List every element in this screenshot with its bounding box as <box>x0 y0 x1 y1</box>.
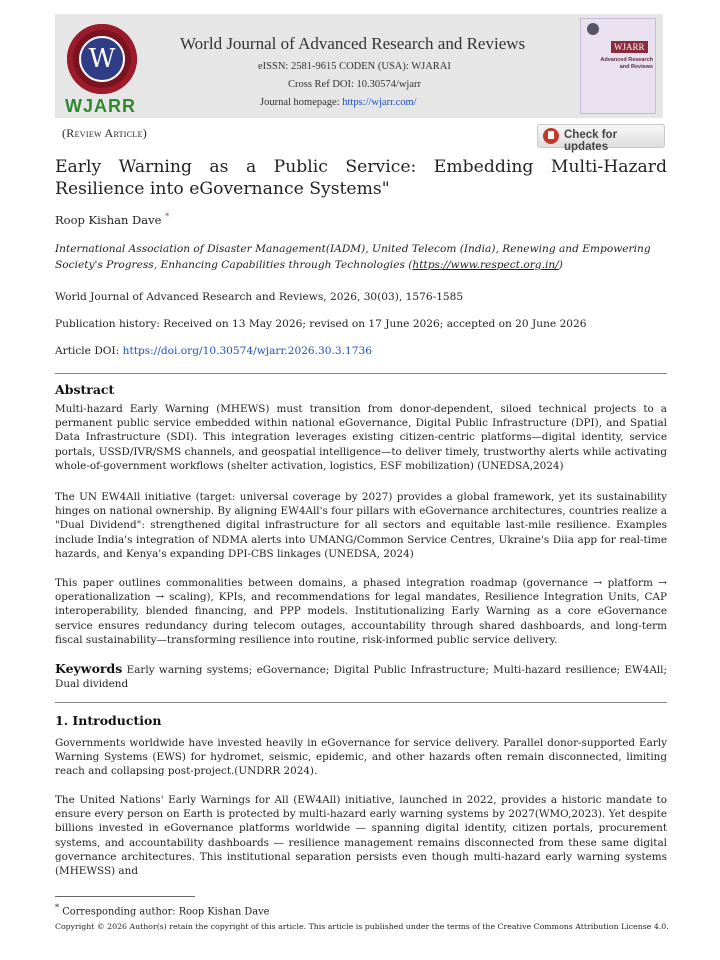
divider <box>55 373 667 374</box>
affiliation <box>55 241 667 273</box>
introduction-heading: 1. Introduction <box>55 713 162 728</box>
journal-title: World Journal of Advanced Research and Reviews <box>180 34 526 53</box>
article-doi <box>55 345 372 357</box>
article-type: (Review Article) <box>62 126 148 140</box>
abstract-paragraph-3: This paper outlines commonalities between domains, a phased integration roadmap (governance → platform → operationalization → scaling), KPIs, and recommendations for legal mandates, Resilience Integration Units, CAP interoperability, blended financing, and PPP models. Institutionalizing Early Warning as a core eGovernance service ensures redundancy during telecom outages, accountability through shared dashboards, and long-term fiscal sustainability—transforming resilience into routine, risk-informed public service delivery. <box>55 577 667 646</box>
journal-header <box>55 14 663 118</box>
crossmark-icon <box>543 128 559 144</box>
keywords <box>55 662 667 691</box>
journal-crossref: Cross Ref DOI: 10.30574/wjarr <box>288 79 421 90</box>
journal-cover-thumbnail <box>580 18 656 114</box>
footnote-mark: * <box>55 902 60 912</box>
check-updates-label: Check for updates <box>564 129 618 153</box>
journal-homepage <box>260 97 417 108</box>
keywords-text: Early warning systems; eGovernance; Digital Public Infrastructure; Multi-hazard resilience; EW4All; Dual dividend <box>55 664 667 691</box>
author-mark: * <box>165 212 170 221</box>
author <box>55 212 169 227</box>
article-title: Early Warning as a Public Service: Embedding Multi-Hazard Resilience into eGovernance Systems" <box>55 157 667 199</box>
divider <box>55 702 667 703</box>
footnote-divider <box>55 896 195 897</box>
publication-history: Publication history: Received on 13 May 2026; revised on 17 June 2026; accepted on 20 June 2026 <box>55 318 587 330</box>
doi-label: Article DOI: <box>55 345 123 357</box>
cover-badge-icon <box>587 23 599 35</box>
corresponding-author-footnote <box>55 902 269 917</box>
affiliation-text: International Association of Disaster Management(IADM), United Telecom (India), Renewing and Empowering Society's Progress, Enhancing Capabilities through Technologies ( <box>55 243 651 271</box>
affiliation-link[interactable]: https://www.respect.org.in/ <box>412 259 559 271</box>
copyright-notice: Copyright © 2026 Author(s) retain the copyright of this article. This article is published under the terms of the Creative Commons Attribution License 4.0. <box>55 922 669 931</box>
keywords-label: Keywords <box>55 661 123 676</box>
abstract-paragraph-1: Multi-hazard Early Warning (MHEWS) must transition from donor-dependent, siloed technical projects to a permanent public service embedded within national eGovernance, Digital Public Infrastructure (DPI), and Spatial Data Infrastructure (SDI). This integration leverages existing citizen-centric platforms—digital identity, service portals, USSD/IVR/SMS channels, and geospatial intelligence—to deliver timely, trustworthy alerts while activating whole-of-government workflows (shelter activation, logistics, ESF mobilization) (UNEDSA,2024) <box>55 403 667 472</box>
cover-text: Advanced Research and Reviews <box>600 57 653 70</box>
introduction-paragraph-2: The United Nations' Early Warnings for All (EW4All) initiative, launched in 2022, provides a historic mandate to ensure every person on Earth is protected by multi-hazard early warning systems by 2027(WMO,2023). Yet despite billions invested in eGovernance platforms worldwide — spanning digital identity, citizen portals, procurement systems, and accountability dashboards — resilience management remains disconnected from these same digital governance architectures. This institutional separation persists even though multi-hazard early warning systems (MHEWSS) and <box>55 794 667 878</box>
affiliation-close: ) <box>558 259 563 271</box>
introduction-paragraph-1: Governments worldwide have invested heavily in eGovernance for service delivery. Parallel donor-supported Early Warning Systems (EWS) for hydromet, seismic, epidemic, and other hazards often remain disconnected, limiting reach and collapsing post-project.(UNDRR 2024). <box>55 737 667 778</box>
homepage-label: Journal homepage: <box>260 97 343 108</box>
doi-link[interactable]: https://doi.org/10.30574/wjarr.2026.30.3.1736 <box>122 345 372 357</box>
homepage-link[interactable]: https://wjarr.com/ <box>342 97 417 108</box>
logo-text: WJARR <box>65 96 136 116</box>
journal-issn: eISSN: 2581-9615 CODEN (USA): WJARAI <box>258 61 451 72</box>
author-name: Roop Kishan Dave <box>55 212 162 227</box>
citation: World Journal of Advanced Research and Reviews, 2026, 30(03), 1576-1585 <box>55 291 464 303</box>
cover-brand: WJARR <box>611 41 648 53</box>
journal-logo <box>67 24 137 94</box>
abstract-heading: Abstract <box>55 382 115 397</box>
logo-letter: W <box>79 36 125 82</box>
check-for-updates-button[interactable] <box>537 124 665 153</box>
footnote-text: Corresponding author: Roop Kishan Dave <box>62 906 270 918</box>
abstract-paragraph-2: The UN EW4All initiative (target: universal coverage by 2027) provides a global framework, yet its sustainability hinges on national ownership. By aligning EW4All's four pillars with eGovernance architectures, countries realize a "Dual Dividend": strengthened digital infrastructure for all sectors and equitable last-mile resilience. Examples include India's integration of NDMA alerts into UMANG/Common Service Centres, Ukraine's Diia app for real-time hazards, and Kenya's expanding DPI-CBS linkages (UNEDSA, 2024) <box>55 491 667 560</box>
